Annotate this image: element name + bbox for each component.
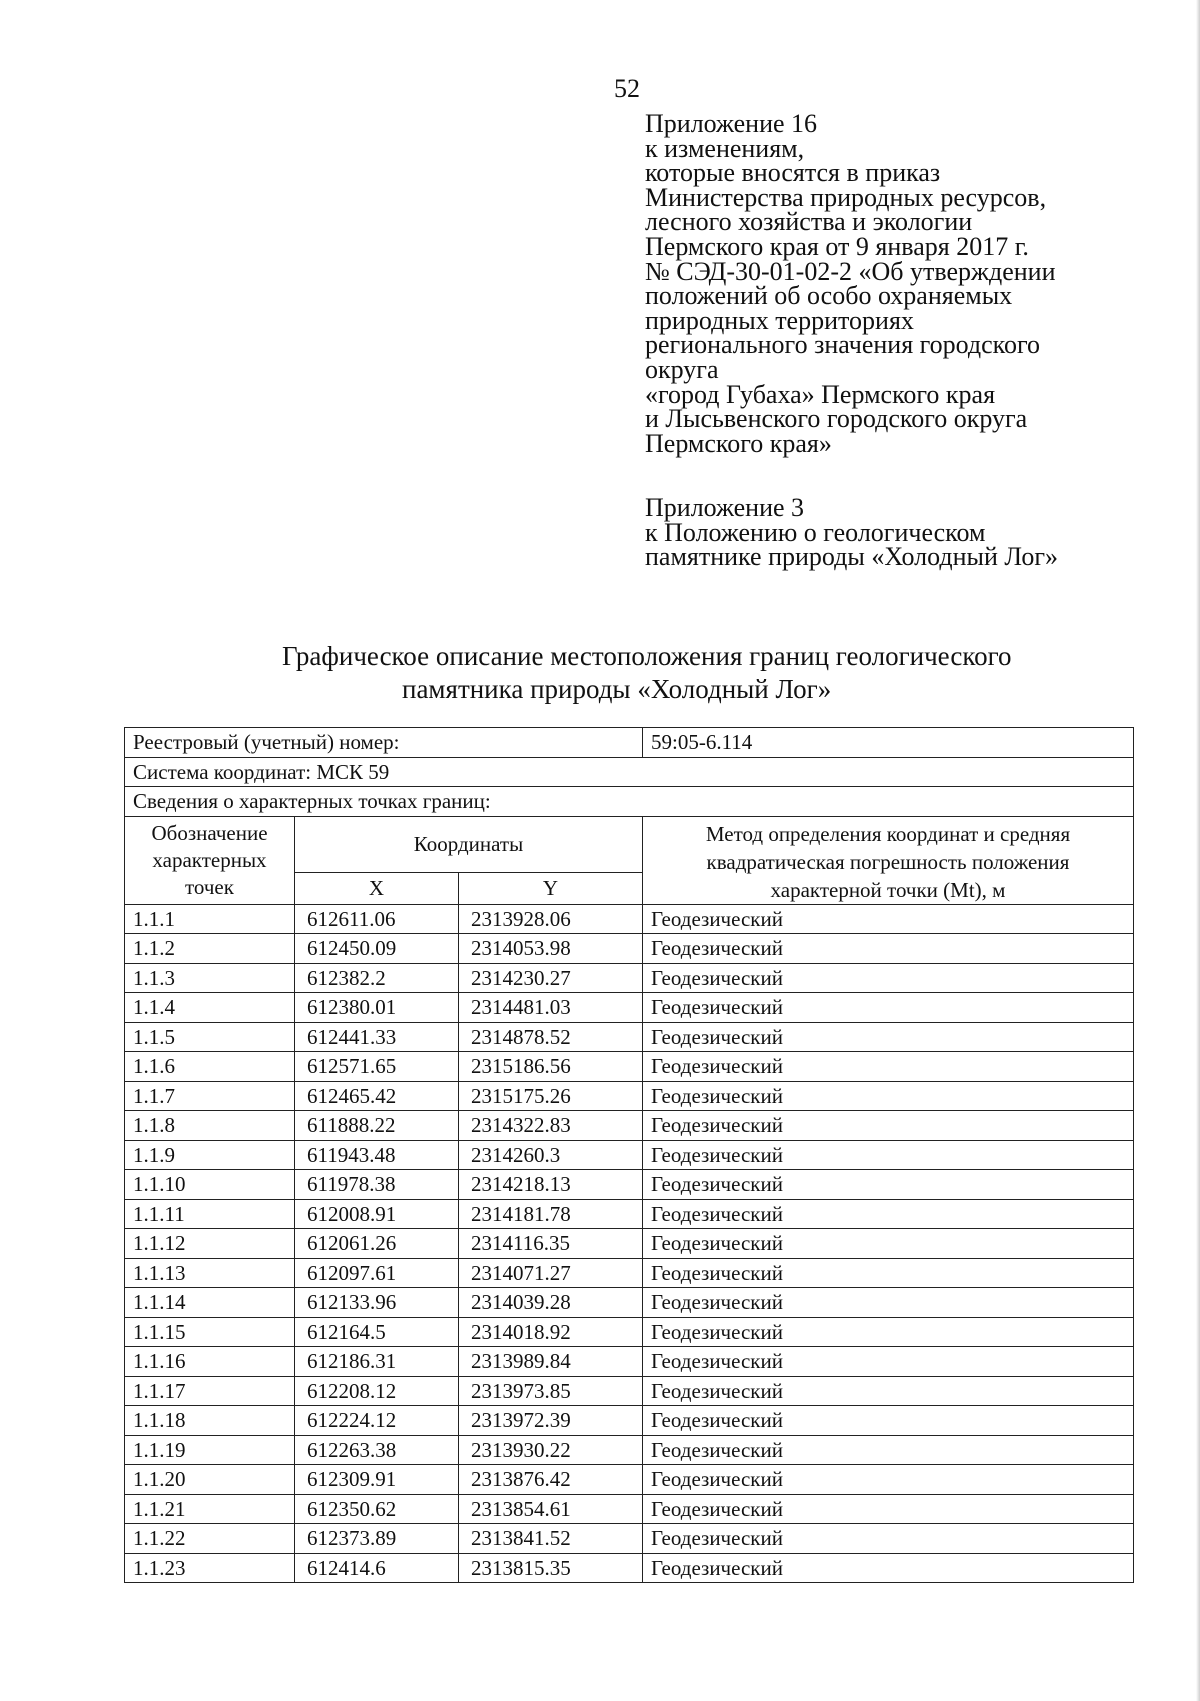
column-header-point-line: точек <box>185 874 234 899</box>
point-cell: 1.1.13 <box>125 1258 295 1288</box>
page-number: 52 <box>614 74 640 103</box>
appendix-16-line: природных территориях <box>645 305 914 335</box>
method-cell: Геодезический <box>643 993 1134 1023</box>
x-cell: 612571.65 <box>295 1052 459 1082</box>
column-header-method-line: Метод определения координат и средняя <box>705 821 1071 846</box>
appendix-3-line: к Положению о геологическом <box>645 517 986 547</box>
method-cell: Геодезический <box>643 1406 1134 1436</box>
y-cell: 2314053.98 <box>459 934 643 964</box>
table-row <box>125 1258 1134 1288</box>
document-title <box>0 640 1200 706</box>
table-row <box>125 1347 1134 1377</box>
point-cell: 1.1.10 <box>125 1170 295 1200</box>
point-cell: 1.1.14 <box>125 1288 295 1318</box>
appendix-16-line: округа <box>645 354 719 384</box>
table-header-row <box>125 816 1134 873</box>
point-cell: 1.1.12 <box>125 1229 295 1259</box>
x-cell: 612382.2 <box>295 963 459 993</box>
table-row <box>125 1406 1134 1436</box>
method-cell: Геодезический <box>643 1376 1134 1406</box>
table-row <box>125 1170 1134 1200</box>
method-cell: Геодезический <box>643 1435 1134 1465</box>
y-cell: 2313928.06 <box>459 904 643 934</box>
column-header-y: Y <box>459 873 643 904</box>
method-cell: Геодезический <box>643 1052 1134 1082</box>
point-cell: 1.1.16 <box>125 1347 295 1377</box>
point-cell: 1.1.21 <box>125 1494 295 1524</box>
method-cell: Геодезический <box>643 1111 1134 1141</box>
table-row <box>125 1494 1134 1524</box>
points-info: Сведения о характерных точках границ: <box>125 787 1134 817</box>
column-header-method-line: характерной точки (Mt), м <box>770 877 1006 902</box>
point-cell: 1.1.19 <box>125 1435 295 1465</box>
appendix-16-line: Приложение 16 <box>645 109 818 138</box>
appendix-16-line: Министерства природных ресурсов, <box>645 182 1047 212</box>
method-cell: Геодезический <box>643 963 1134 993</box>
registry-label: Реестровый (учетный) номер: <box>125 728 643 758</box>
method-cell: Геодезический <box>643 1229 1134 1259</box>
y-cell: 2313841.52 <box>459 1524 643 1554</box>
appendix-16-line: Пермского края от 9 января 2017 г. <box>645 231 1029 261</box>
y-cell: 2314481.03 <box>459 993 643 1023</box>
y-cell: 2313930.22 <box>459 1435 643 1465</box>
appendix-16-line: к изменениям, <box>645 133 805 163</box>
point-cell: 1.1.18 <box>125 1406 295 1436</box>
appendix-3-line: памятнике природы «Холодный Лог» <box>645 542 1059 572</box>
x-cell: 612008.91 <box>295 1199 459 1229</box>
y-cell: 2314116.35 <box>459 1229 643 1259</box>
point-cell: 1.1.6 <box>125 1052 295 1082</box>
y-cell: 2313854.61 <box>459 1494 643 1524</box>
method-cell: Геодезический <box>643 1553 1134 1583</box>
table-row <box>125 1052 1134 1082</box>
x-cell: 612350.62 <box>295 1494 459 1524</box>
coord-system-row <box>125 757 1134 787</box>
x-cell: 611978.38 <box>295 1170 459 1200</box>
y-cell: 2315175.26 <box>459 1081 643 1111</box>
method-cell: Геодезический <box>643 1347 1134 1377</box>
point-cell: 1.1.5 <box>125 1022 295 1052</box>
coord-system: Система координат: МСК 59 <box>125 757 1134 787</box>
x-cell: 612380.01 <box>295 993 459 1023</box>
table-row <box>125 963 1134 993</box>
point-cell: 1.1.3 <box>125 963 295 993</box>
y-cell: 2314218.13 <box>459 1170 643 1200</box>
point-cell: 1.1.23 <box>125 1553 295 1583</box>
table-row <box>125 1435 1134 1465</box>
y-cell: 2314260.3 <box>459 1140 643 1170</box>
column-header-point-line: Обозначение <box>151 820 268 845</box>
x-cell: 611943.48 <box>295 1140 459 1170</box>
column-header-x: X <box>295 873 459 904</box>
y-cell: 2313973.85 <box>459 1376 643 1406</box>
table-row <box>125 1317 1134 1347</box>
column-header-point-line: характерных <box>152 847 267 872</box>
method-cell: Геодезический <box>643 1317 1134 1347</box>
appendix-16-line: Пермского края» <box>645 428 832 458</box>
table-row <box>125 1022 1134 1052</box>
y-cell: 2314230.27 <box>459 963 643 993</box>
x-cell: 612414.6 <box>295 1553 459 1583</box>
method-cell: Геодезический <box>643 1081 1134 1111</box>
x-cell: 612263.38 <box>295 1435 459 1465</box>
point-cell: 1.1.11 <box>125 1199 295 1229</box>
x-cell: 612450.09 <box>295 934 459 964</box>
scan-edge <box>1196 0 1200 1701</box>
y-cell: 2314039.28 <box>459 1288 643 1318</box>
table-row <box>125 934 1134 964</box>
method-cell: Геодезический <box>643 1288 1134 1318</box>
appendix-3-header <box>645 493 1059 572</box>
method-cell: Геодезический <box>643 1140 1134 1170</box>
method-cell: Геодезический <box>643 1022 1134 1052</box>
table-row <box>125 1199 1134 1229</box>
table-row <box>125 993 1134 1023</box>
point-cell: 1.1.22 <box>125 1524 295 1554</box>
x-cell: 612133.96 <box>295 1288 459 1318</box>
point-cell: 1.1.9 <box>125 1140 295 1170</box>
method-cell: Геодезический <box>643 934 1134 964</box>
method-cell: Геодезический <box>643 1170 1134 1200</box>
appendix-16-line: и Лысьвенского городского округа <box>645 404 1028 434</box>
appendix-16-line: которые вносятся в приказ <box>645 158 941 188</box>
x-cell: 612164.5 <box>295 1317 459 1347</box>
table-row <box>125 904 1134 934</box>
x-cell: 612097.61 <box>295 1258 459 1288</box>
appendix-16-line: положений об особо охраняемых <box>645 281 1013 311</box>
y-cell: 2314878.52 <box>459 1022 643 1052</box>
x-cell: 612208.12 <box>295 1376 459 1406</box>
table-row <box>125 1111 1134 1141</box>
document-title-line-1: Графическое описание местоположения границ геологического <box>282 641 1012 671</box>
table-row <box>125 1376 1134 1406</box>
column-header-coordinates: Координаты <box>295 816 643 873</box>
point-cell: 1.1.7 <box>125 1081 295 1111</box>
method-cell: Геодезический <box>643 1465 1134 1495</box>
method-cell: Геодезический <box>643 1524 1134 1554</box>
y-cell: 2314018.92 <box>459 1317 643 1347</box>
y-cell: 2314322.83 <box>459 1111 643 1141</box>
column-header-method-line: квадратическая погрешность положения <box>706 849 1070 874</box>
table-row <box>125 1465 1134 1495</box>
point-cell: 1.1.15 <box>125 1317 295 1347</box>
registry-row <box>125 728 1134 758</box>
method-cell: Геодезический <box>643 904 1134 934</box>
x-cell: 612611.06 <box>295 904 459 934</box>
appendix-16-line: «город Губаха» Пермского края <box>645 379 996 409</box>
method-cell: Геодезический <box>643 1494 1134 1524</box>
x-cell: 612224.12 <box>295 1406 459 1436</box>
appendix-16-line: лесного хозяйства и экологии <box>645 207 973 237</box>
point-cell: 1.1.1 <box>125 904 295 934</box>
y-cell: 2313972.39 <box>459 1406 643 1436</box>
point-cell: 1.1.8 <box>125 1111 295 1141</box>
method-cell: Геодезический <box>643 1258 1134 1288</box>
point-cell: 1.1.17 <box>125 1376 295 1406</box>
table-row <box>125 1524 1134 1554</box>
table-row <box>125 1288 1134 1318</box>
x-cell: 612061.26 <box>295 1229 459 1259</box>
y-cell: 2314181.78 <box>459 1199 643 1229</box>
y-cell: 2313876.42 <box>459 1465 643 1495</box>
x-cell: 612309.91 <box>295 1465 459 1495</box>
appendix-3-line: Приложение 3 <box>645 493 805 522</box>
appendix-16-line: № СЭД-30-01-02-2 «Об утверждении <box>645 256 1056 286</box>
x-cell: 612373.89 <box>295 1524 459 1554</box>
document-title-line-2: памятника природы «Холодный Лог» <box>402 674 832 704</box>
column-header-point <box>125 816 295 904</box>
registry-value: 59:05-6.114 <box>643 728 1134 758</box>
point-cell: 1.1.20 <box>125 1465 295 1495</box>
point-cell: 1.1.2 <box>125 934 295 964</box>
appendix-16-header <box>645 109 1056 458</box>
appendix-16-line: регионального значения городского <box>645 330 1041 360</box>
x-cell: 612186.31 <box>295 1347 459 1377</box>
y-cell: 2314071.27 <box>459 1258 643 1288</box>
table-row <box>125 1553 1134 1583</box>
y-cell: 2313815.35 <box>459 1553 643 1583</box>
table-row <box>125 1081 1134 1111</box>
y-cell: 2313989.84 <box>459 1347 643 1377</box>
point-cell: 1.1.4 <box>125 993 295 1023</box>
x-cell: 612441.33 <box>295 1022 459 1052</box>
column-header-method <box>643 816 1134 904</box>
table-row <box>125 1229 1134 1259</box>
points-info-row <box>125 787 1134 817</box>
table-row <box>125 1140 1134 1170</box>
method-cell: Геодезический <box>643 1199 1134 1229</box>
x-cell: 611888.22 <box>295 1111 459 1141</box>
coordinates-table <box>124 727 1134 1583</box>
x-cell: 612465.42 <box>295 1081 459 1111</box>
y-cell: 2315186.56 <box>459 1052 643 1082</box>
